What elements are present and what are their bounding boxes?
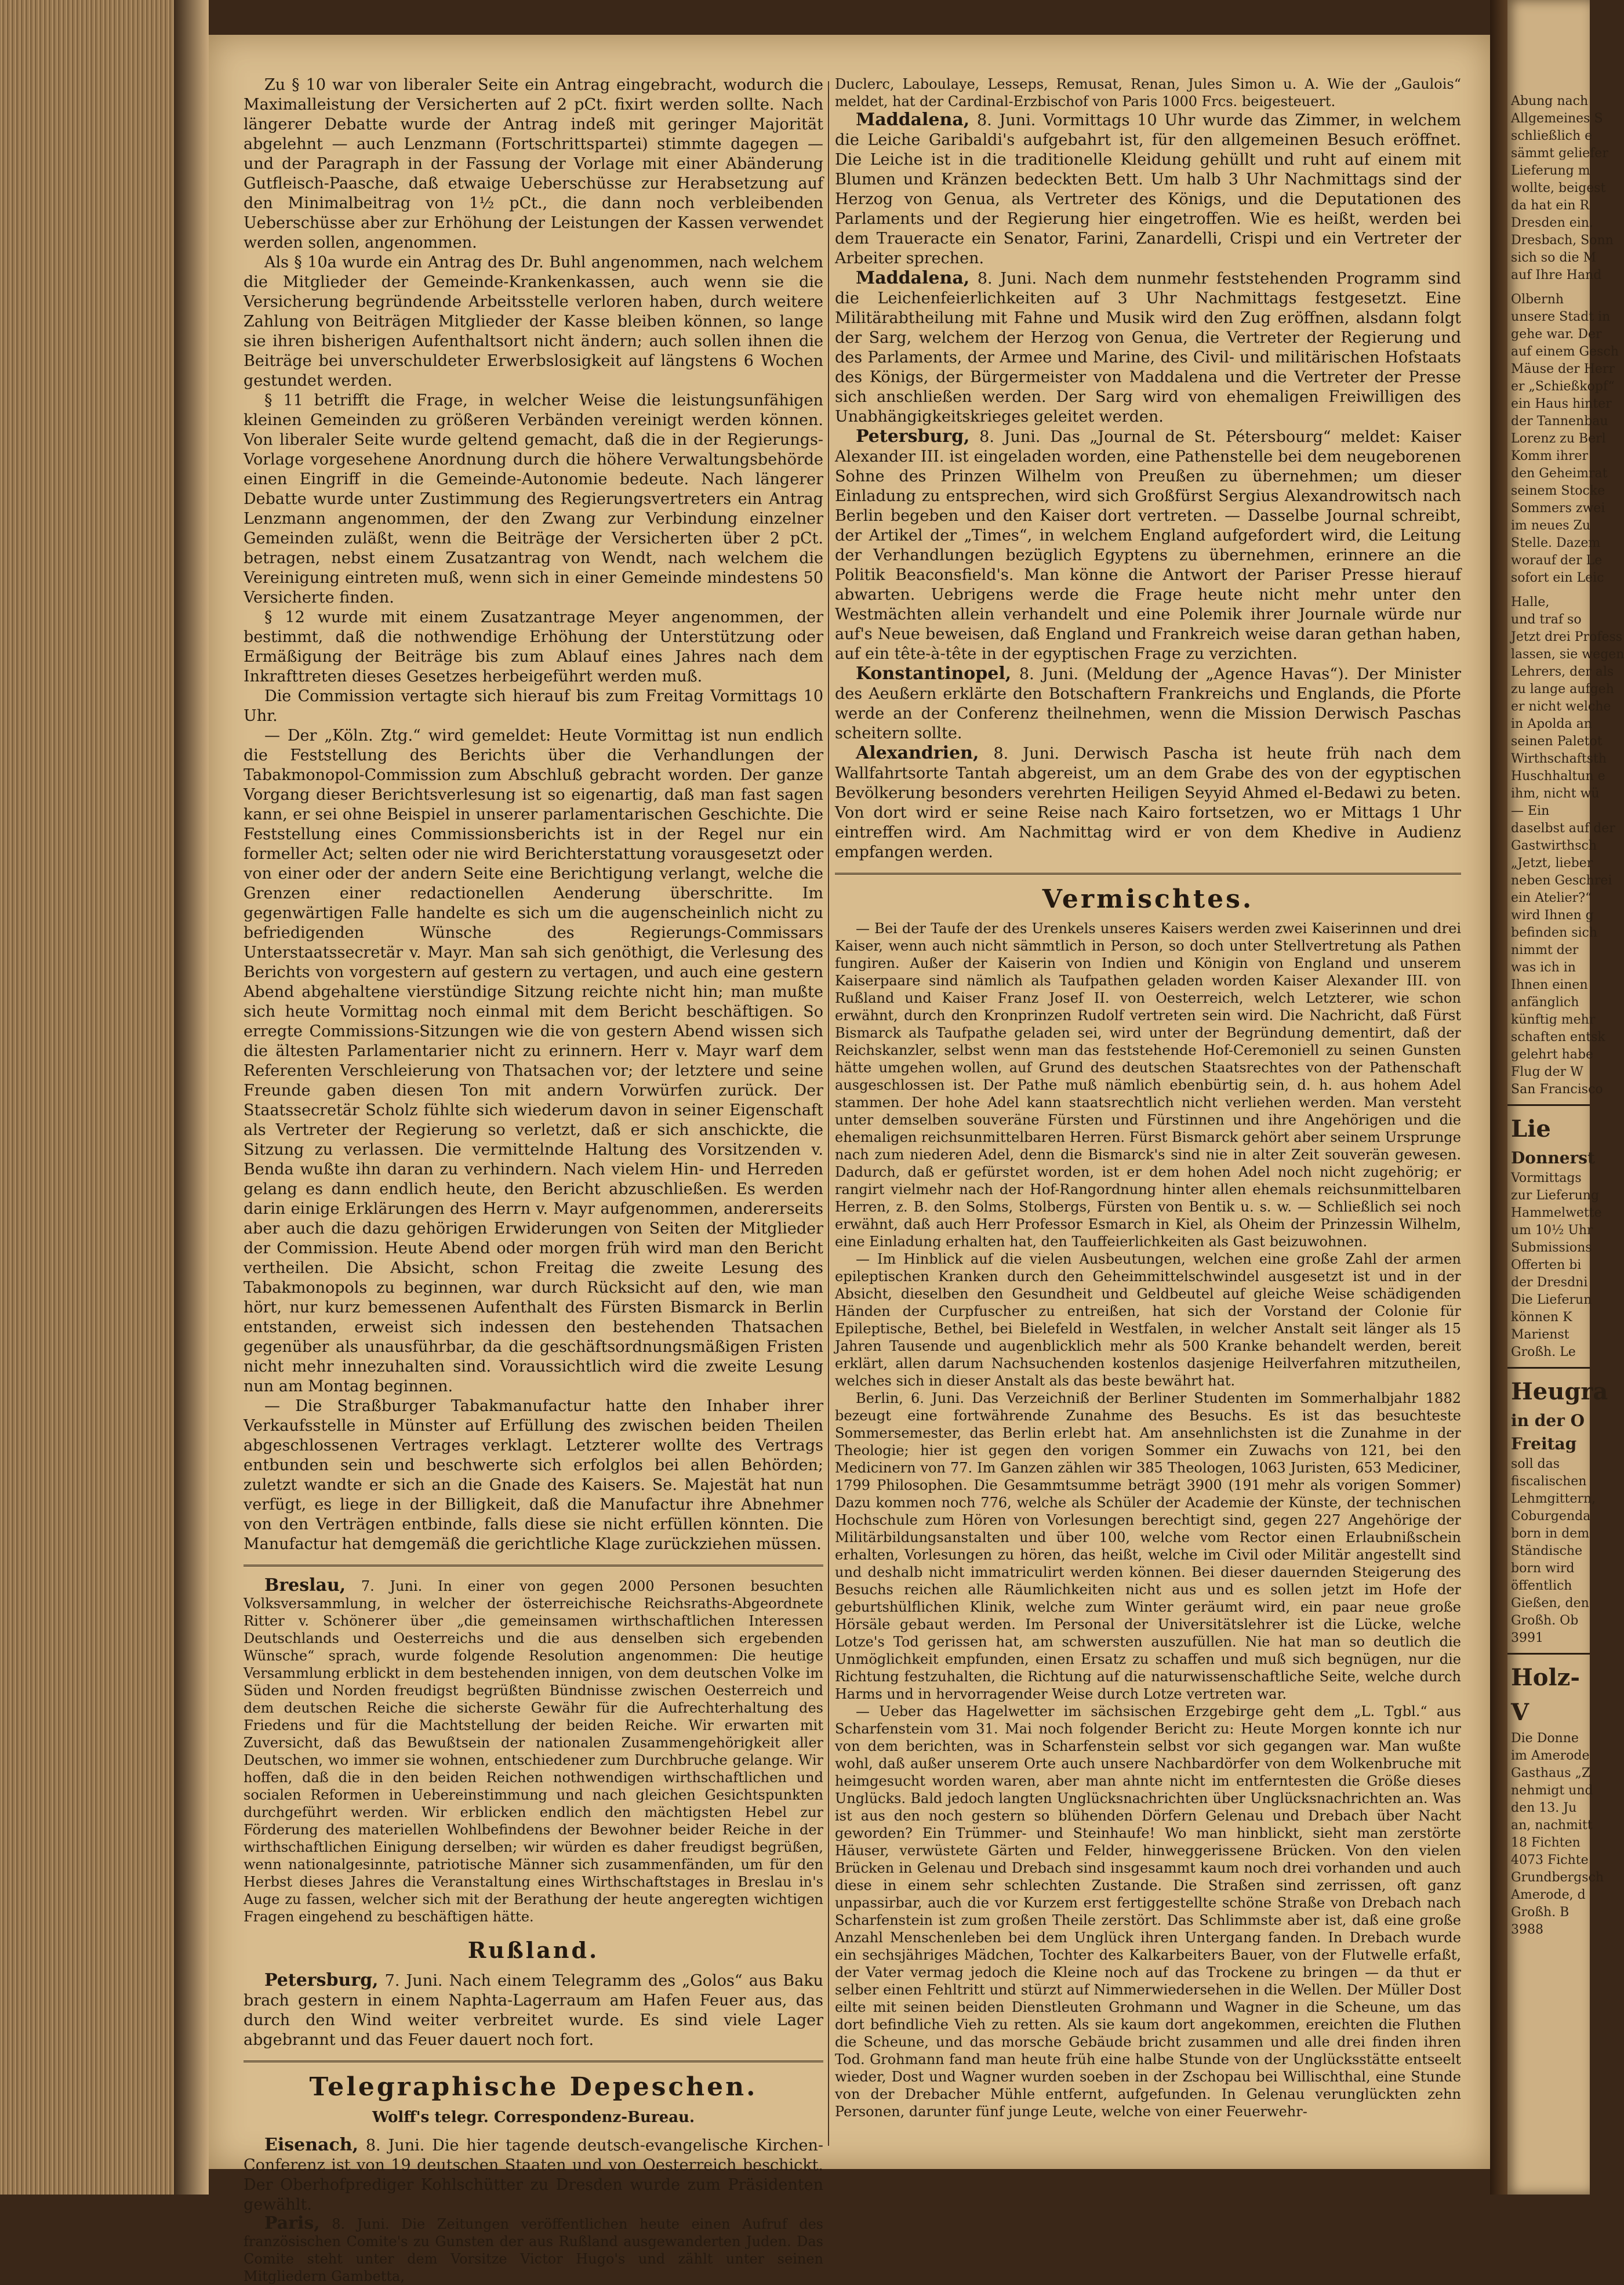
misc-paragraph: — Im Hinblick auf die vielen Ausbeutungen, welchen eine große Zahl der armen epileptischen Kranken durch den Geheimmittelschwindel ausgesetzt ist und in der Absicht, dieselben den Gesundheit und Geldbeutel auf gleiche Weise schädigenden Händen der Curpfuscher zu entreißen, hat sich der Vorstand der Colonie für Epileptische, Bethel, bei Bielefeld in Westfalen, in welcher Anstalt seit länger als 15 Jahren Tausende und augenblicklich mehr als 500 Kranke behandelt werden, bereit erklärt, allen darum Nachsuchenden kostenlos dasjenige Heilverfahren mitzutheilen, welches sich in dieser Anstalt als das beste bewährt hat.: [835, 1251, 1461, 1389]
adjacent-page-line: anfänglich: [1511, 995, 1579, 1010]
adjacent-page-line: 4073 Fichte: [1511, 1853, 1589, 1867]
adjacent-page-line: in Apolda an: [1511, 717, 1592, 731]
adjacent-page-line: den 13. Ju: [1511, 1801, 1577, 1815]
adjacent-page-line: im neues Zu: [1511, 518, 1591, 533]
paris-text: 8. Juni. Die Zeitungen veröffentlichen heute einen Aufruf des französischen Comite's zu Gunsten der aus Rußland ausgewanderten Juden. Das Comite steht unter dem Vorsitze Victor Hugo's und zählt unter seinen Mitgliedern Gambetta,: [244, 2216, 823, 2284]
adjacent-page-line: er „Schießkopf“: [1511, 379, 1615, 394]
adjacent-page-rule: [1507, 1653, 1590, 1655]
eisenach-text: 8. Juni. Die hier tagende deutsch-evangelische Kirchen-Conferenz ist von 19 deutschen Staaten und von Oesterreich beschickt. Der Oberhofprediger Kohlschütter zu Dresden wurde zum Präsidenten gewählt.: [244, 2137, 823, 2214]
adjacent-page-line: öffentlich: [1511, 1579, 1572, 1593]
adjacent-page-line: nimmt der: [1511, 943, 1579, 957]
adjacent-page-line: an, nachmitt: [1511, 1818, 1593, 1833]
adjacent-page-line: und traf so: [1511, 612, 1582, 627]
adjacent-page-line: gelehrt habe: [1511, 1047, 1594, 1062]
adjacent-page-rule: [1507, 1367, 1590, 1369]
petersburg-article: [835, 427, 1461, 664]
dateline-eisenach: Eisenach,: [264, 2135, 359, 2155]
dateline-paris: Paris,: [264, 2213, 320, 2233]
adjacent-page-subheading: Donnerst: [1511, 1148, 1595, 1167]
adjacent-page-line: im Amerode: [1511, 1749, 1590, 1763]
adjacent-page-line: Gasthaus „Z: [1511, 1766, 1591, 1780]
adjacent-page-line: der Dresdni: [1511, 1275, 1588, 1290]
adjacent-page-line: schließlich e: [1511, 129, 1593, 143]
adjacent-page-heading: Holz-V: [1511, 1664, 1580, 1726]
adjacent-page-line: Submissions: [1511, 1241, 1592, 1255]
adjacent-page-line: künftig mehr: [1511, 1013, 1596, 1027]
eisenach-article: [244, 2135, 823, 2215]
adjacent-page-line: daselbst auf der: [1511, 821, 1615, 836]
adjacent-page-line: San Francisco: [1511, 1082, 1603, 1097]
adjacent-page-line: sofort ein Leic: [1511, 571, 1604, 585]
article-paragraph: Die Commission vertagte sich hierauf bis zum Freitag Vormittags 10 Uhr.: [244, 687, 823, 725]
breslau-article: [244, 1577, 823, 1925]
adjacent-page-line: Allgemeines S: [1511, 111, 1603, 126]
adjacent-page-line: „Jetzt, lieber: [1511, 856, 1593, 871]
adjacent-page-line: Lehmgittern,: [1511, 1492, 1596, 1506]
right-column: [835, 75, 1461, 2120]
adjacent-page-heading: Heugra: [1511, 1378, 1608, 1405]
section-heading-telegraphische-depeschen: Telegraphische Depeschen.: [309, 2072, 758, 2102]
column-divider: [828, 81, 829, 2146]
separator-rule: [835, 873, 1461, 875]
adjacent-page-line: zur Lieferung: [1511, 1188, 1600, 1203]
adjacent-page-line: sämmt geliefer: [1511, 146, 1608, 161]
section-subheading-wolff: Wolff's telegr. Correspondenz-Bureau.: [372, 2109, 695, 2126]
adjacent-page-line: schaften entsk: [1511, 1030, 1605, 1044]
breslau-text: 7. Juni. In einer von gegen 2000 Personen besuchten Volksversammlung, in welcher der österreichische Reichsraths-Abgeordnete Ritter v. Schönerer über „die gemeinsamen wirthschaftlichen Interessen Deutschlands und Oesterreichs und die aus denselben sich ergebenden Wünsche“ sprach, wurde folgende Resolution angenommen: Die heutige Versammlung erblickt in dem bestehenden innigen, von dem deutschen Volke im Süden und Norden freudigst begrüßten Bündnisse zwischen Oesterreich und dem deutschen Reiche die sicherste Gewähr für die Aufrechterhaltung des Friedens und für die Machtstellung der beiden Reiche. Wir erwarten mit Zuversicht, daß das Bewußtsein der nationalen Zusammengehörigkeit aller Deutschen, wo immer sie wohnen, entschiedener zum Durchbruche gelange. Wir hoffen, daß die in den beiden Reichen nothwendigen wirthschaftlichen und socialen Reformen in Uebereinstimmung und nach gleichen Gesichtspunkten durchgeführt werden. Wir erblicken endlich den mächtigsten Hebel zur Förderung des materiellen Wohlbefindens der Bewohner beider Reiche in der wirthschaftlichen Einigung derselben; wir würden es daher freudigst begrüßen, wenn nationalgesinnte, patriotische Männer sich zusammenfänden, um für den Herbst dieses Jahres die Veranstaltung eines Wirthschaftstages in Breslau in's Auge zu fassen, welcher sich mit der Berathung der heute angeregten wichtigen Fragen eingehend zu beschäftigen hätte.: [244, 1578, 823, 1925]
adjacent-page-lines-h: [1507, 1730, 1604, 1939]
adjacent-page-line: born wird: [1511, 1561, 1575, 1576]
adjacent-page-line: Lehrers, der als: [1511, 665, 1614, 679]
book-spine: [1490, 0, 1507, 2195]
adjacent-page-line: Stelle. Dazem: [1511, 536, 1601, 550]
maddalena-article: [835, 269, 1461, 427]
adjacent-page-line: 18 Fichten: [1511, 1836, 1581, 1850]
konstantinopel-text: 8. Juni. (Meldung der „Agence Havas“). Der Minister des Aeußern erklärte den Botschaftern Frankreichs und Englands, die Pforte werde an der Conferenz theilnehmen, wenn die Mission Derwisch Paschas scheitern sollte.: [835, 665, 1461, 742]
dateline-maddalena: Maddalena,: [856, 268, 970, 288]
adjacent-page-lines-low: [1507, 594, 1624, 1029]
adjacent-page-line: Gastwirthsch: [1511, 839, 1597, 853]
adjacent-page-line: unsere Stadt in: [1511, 310, 1611, 324]
adjacent-page-line: Offerten bi: [1511, 1258, 1582, 1272]
dateline-konstantinopel: Konstantinopel,: [856, 663, 1012, 684]
adjacent-page-line: Flug der W: [1511, 1065, 1583, 1079]
misc-paragraph: Berlin, 6. Juni. Das Verzeichniß der Berliner Studenten im Sommerhalbjahr 1882 bezeugt eine fortwährende Zunahme des Besuchs. Es ist das besuchteste Sommersemester, das Berlin erlebt hat. Am ansehnlichsten ist die Zunahme in der Theologie; hier ist gegen den vorigen Sommer ein Zuwachs von 121, bei den Medicinern von 77. Im Ganzen zählen wir 385 Theologen, 1063 Juristen, 653 Mediciner, 1799 Philosophen. Die Gesammtsumme beträgt 3900 (191 mehr als vorigen Sommer) Dazu kommen noch 776, welche als Schüler der Academie der Künste, der technischen Hochschule zum Hören von Vorlesungen berechtigt sind, gegen 227 Angehörige der Militärbildungsanstalten und über 100, welche vom Rector einen Erlaubnißschein erhalten, Vorlesungen zu hören, das heißt, welche im Civil oder Militär angestellt sind und deshalb nicht immatriculirt werden können. Bei dieser dauernden Steigerung des Besuchs reichen alle Räumlichkeiten nicht aus und es sollen jetzt im Hofe der geburtshülflichen Klinik, welche zum Winter geräumt wird, ein paar neue große Hörsäle gebaut werden. Im Personal der Universitätslehrer ist die Lücke, welche Lotze's Tod gerissen hat, am schwersten auszufüllen. Nie hat man so deutlich die Unmöglichkeit empfunden, einen Ersatz zu schaffen und muß sich begnügen, nur die Richtung festzuhalten, die Richtung auf die naturwissenschaftliche Seite, welche durch Harms und in hervorragender Weise durch Lotze vertreten war.: [835, 1390, 1461, 1702]
petersburg-text: 7. Juni. Nach einem Telegramm des „Golos“ aus Baku brach gestern in einem Naphta-Lagerraum am Hafen Feuer aus, das durch den Wind weiter verbreitet wurde. Es sind viele Lager abgebrannt und das Feuer dauert noch fort.: [244, 1972, 823, 2049]
adjacent-page-line: Abung nach: [1511, 94, 1589, 108]
adjacent-page-line: Olbernh: [1511, 292, 1564, 307]
article-paragraph: § 12 wurde mit einem Zusatzantrage Meyer angenommen, der bestimmt, daß die nothwendige Erhöhung der Unterstützung oder Ermäßigung der Beiträge bis zum Ablauf eines Jahres nach dem Inkrafttreten dieses Gesetzes herbeigeführt werden muß.: [244, 608, 823, 686]
adjacent-page-line: Ihnen einen: [1511, 978, 1588, 992]
adjacent-page-line: der Tannenbau: [1511, 414, 1608, 429]
adjacent-page-line: Amerode, d: [1511, 1888, 1586, 1902]
adjacent-page-line: sich so die M: [1511, 251, 1596, 265]
adjacent-page-line: Sommers zwei: [1511, 501, 1605, 516]
adjacent-page-line: seinen Paletot: [1511, 734, 1603, 749]
adjacent-page-line: um 10½ Uhr: [1511, 1223, 1593, 1238]
adjacent-page-line: Halle,: [1511, 595, 1550, 610]
article-paragraph: § 11 betrifft die Frage, in welcher Weise die leistungsunfähigen kleinen Gemeinden zu größeren Verbänden vereinigt werden können. Von liberaler Seite wurde geltend gemacht, daß die in der Regierungs-Vorlage vorgesehene Anordnung durch die höhere Verwaltungsbehörde einen Eingriff in die Gemeinde-Autonomie bedeute. Nach längerer Debatte wurde unter Zustimmung des Regierungsvertreters ein Antrag Lenzmann angenommen, der den Zwang zur Verbindung einzelner Gemeinden zuläßt, wenn die Beiträge der Versicherten über 2 pCt. betragen, nebst einem Zusatzantrag von Wendt, nach welchem die Vereinigung eintreten muß, wenn sich in einer Gemeinde mindestens 50 Versicherte finden.: [244, 391, 823, 607]
petersburg-article: [244, 1971, 823, 2050]
adjacent-page-line: Ständische: [1511, 1544, 1583, 1558]
left-column: [244, 75, 823, 2285]
adjacent-page-line: 3991: [1511, 1631, 1543, 1645]
paris-article: [244, 2215, 823, 2285]
dateline-maddalena: Maddalena,: [856, 110, 970, 130]
adjacent-page-line: nehmigt und: [1511, 1783, 1593, 1798]
adjacent-page-line: ein Haus hinter: [1511, 397, 1612, 411]
adjacent-page-line: auf Ihre Hand: [1511, 268, 1602, 282]
adjacent-page-line: können K: [1511, 1310, 1572, 1325]
adjacent-page-lines-tail: [1507, 1029, 1605, 1098]
alexandrien-article: [835, 743, 1461, 862]
adjacent-page-line: Marienst: [1511, 1328, 1569, 1342]
adjacent-page-line: ihm, nicht wü: [1511, 786, 1600, 801]
separator-rule: [244, 1565, 823, 1566]
adjacent-page-line: Gießen, den: [1511, 1596, 1589, 1611]
adjacent-page-line: lassen, sie wegen: [1511, 647, 1624, 662]
adjacent-page-line: Die Lieferun: [1511, 1293, 1592, 1307]
adjacent-page-line: Vormittags: [1511, 1171, 1582, 1185]
separator-rule: [244, 2061, 823, 2062]
maddalena-text: 8. Juni. Nach dem nunmehr feststehenden Programm sind die Leichenfeierlichkeiten auf 3 Uhr Nachmittags festgesetzt. Eine Militärabtheilung mit Fahne und Musik wird den Zug eröffnen, alsdann folgt der Sarg, welchem der Herzog von Genua, die Vertreter der Regierung und des Parlaments, der Armee und Marine, des Civil- und militärischen Hofstaats des Königs, der Bürgermeister von Maddalena und die Vertreter der Presse sich anschließen werden. Der Sarg wird von ehemaligen Freiwilligen des Unabhängigkeitskrieges geleitet werden.: [835, 270, 1461, 426]
adjacent-page-line: Mäuse der Herr: [1511, 362, 1615, 376]
adjacent-page-line: Dresbach, Sonn: [1511, 233, 1614, 248]
adjacent-page-line: Wirthschaftsth: [1511, 752, 1607, 766]
adjacent-page-line: neben Geschrei: [1511, 873, 1612, 888]
adjacent-page-line: Großh. B: [1511, 1905, 1569, 1920]
misc-paragraph: — Bei der Taufe der des Urenkels unseres Kaisers werden zwei Kaiserinnen und drei Kaiser, wenn auch nicht sämmtlich in Person, so doch unter Stellvertretung als Pathen fungiren. Außer der Kaiserin von Indien und Königin von England und unserem Kaiserpaare sind nämlich als Taufpathen geladen worden Kaiser Alexander III. von Rußland und Kaiser Franz Josef II. von Oesterreich, welch Letzterer, wie schon erwähnt, durch den Kronprinzen Rudolf vertreten sein wird. Die Nachricht, daß Fürst Bismarck als Taufpathe geladen sei, wird unter der Begründung dementirt, daß der Reichskanzler, selbst wenn man das feststehende Hof-Ceremoniell zu seinen Gunsten hätte umgehen wollen, auf Grund des deutschen Staatsrechtes von der Pathenschaft ausgeschlossen ist. Der Pathe muß nämlich ebenbürtig sein, d. h. aus hohem Adel stammen. Der hohe Adel kann staatsrechtlich nicht verliehen werden. Man versteht unter demselben souveräne Fürsten und Fürstinnen und ihre Angehörigen und die ehemaligen reichsunmittelbaren Herren. Fürst Bismarck gehört aber seinem Ursprunge nach zum niederen Adel, denn die Bismarck's sind nie in alter Zeit souverän gewesen. Dadurch, daß er gefürstet worden, ist er dem hohen Adel noch nicht zugehörig; er rangirt vielmehr nach der Hof-Rangordnung hinter allen ehemals reichsunmittelbaren Herren, z. B. den Solms, Stolbergs, Fürsten von Bentik u. s. w. — Schließlich sei noch erwähnt, daß auch Herr Professor Esmarch in Kiel, als Oheim der Prinzessin Wilhelm, eine Einladung erhalten hat, den Tauffeierlichkeiten als Gast beizuwohnen.: [835, 920, 1461, 1250]
adjacent-page-line: soll das: [1511, 1457, 1560, 1471]
adjacent-page-line: Komm ihrer: [1511, 449, 1589, 463]
adjacent-page-subheading: Freitag: [1511, 1434, 1577, 1453]
adjacent-page-line: gehe war. Der: [1511, 327, 1602, 342]
adjacent-page-line: Lorenz zu Berl: [1511, 431, 1606, 446]
adjacent-page-line: 3988: [1511, 1923, 1543, 1937]
article-paragraph: Zu § 10 war von liberaler Seite ein Antrag eingebracht, wodurch die Maximalleistung der Versicherten auf 2 pCt. fixirt werden sollte. Nach längerer Debatte wurde der Antrag indeß mit geringer Majorität abgelehnt — auch Lenzmann (Fortschrittspartei) stimmte dagegen — und der Paragraph in der Fassung der Vorlage mit einer Abänderung Gutfleisch-Paasche, daß etwaige Ueberschüsse zur Herabsetzung auf den Minimalbeitrag von 1½ pCt., die dann noch verbleibenden Ueberschüsse aber zur Erhöhung der Leistungen der Kassen verwendet werden sollen, angenommen.: [244, 76, 823, 252]
article-paragraph: — Die Straßburger Tabakmanufactur hatte den Inhaber ihrer Verkaufsstelle in Münster auf Erfüllung des zwischen beiden Theilen abgeschlossenen Vertrages verklagt. Letzterer wollte des Vertrags entbunden sein und beschwerte sich erfolglos bei allen Behörden; zuletzt wandte er sich an die Gnade des Kaisers. Se. Majestät hat nun verfügt, es liege in der Billigkeit, daß die Manufactur ihre Abnehmer von den Verträgen entbinde, falls diese sie nicht erfüllen könnten. Die Manufactur hat demgemäß die gerichtliche Klage zurückziehen müssen.: [244, 1397, 823, 1553]
adjacent-page-line: wird Ihnen g: [1511, 908, 1594, 923]
book-gutter-shadow: [174, 0, 209, 2195]
adjacent-page-line: Coburgenda: [1511, 1509, 1591, 1524]
adjacent-page-line: was ich in: [1511, 960, 1576, 975]
adjacent-page-line: den Geheimrat: [1511, 466, 1608, 481]
adjacent-page-line: befinden sich: [1511, 926, 1598, 940]
adjacent-page-heading: Lie: [1511, 1115, 1551, 1142]
adjacent-page-lines-top: [1507, 93, 1614, 284]
dateline-breslau: Breslau,: [264, 1575, 346, 1595]
adjacent-page-line: ein Atelier?“: [1511, 891, 1592, 905]
section-heading-russland: Rußland.: [467, 1937, 600, 1963]
adjacent-page-line: worauf der Le: [1511, 553, 1603, 568]
adjacent-page-lines-f: [1507, 1456, 1596, 1647]
adjacent-page-line: Jetzt drei Profess: [1511, 630, 1623, 644]
adjacent-page-lines-d: [1507, 1170, 1602, 1361]
adjacent-page-line: auf einem Gesch: [1511, 344, 1619, 359]
adjacent-page-subheading: in der O: [1511, 1411, 1585, 1430]
maddalena-article: [835, 110, 1461, 269]
dateline-petersburg: Petersburg,: [264, 1970, 379, 1990]
adjacent-page-line: Grundbergsch: [1511, 1870, 1604, 1885]
dateline-petersburg: Petersburg,: [856, 426, 970, 447]
alexandrien-text: 8. Juni. Derwisch Pascha ist heute früh nach dem Wallfahrtsorte Tantah abgereist, um an dem Grabe des von der egyptischen Bevölkerung besonders verehrten Heiligen Seyyid Ahmed el-Bedawi zu beten. Von dort wird er seine Reise nach Kairo fortsetzen, wo er Mittags 1 Uhr eintreffen wird. Am Nachmittag wird er von dem Khedive in Audienz empfangen werden.: [835, 745, 1461, 861]
adjacent-page-line: — Ein: [1511, 804, 1550, 818]
adjacent-page-line: fiscalischen: [1511, 1474, 1587, 1489]
petersburg-text: 8. Juni. Das „Journal de St. Pétersbourg“ meldet: Kaiser Alexander III. ist eingeladen worden, eine Pathenstelle bei dem neugeborenen Sohne des Prinzen Wilhelm von Preußen zu übernehmen; um dieser Einladung zu entsprechen, wird sich Großfürst Sergius Alexandrowitsch nach Berlin begeben und den Kaiser dort vertreten. — Dasselbe Journal schreibt, der Artikel der „Times“, in welchem England aufgefordert wird, die Leitung der Verhandlungen bezüglich Egyptens zu übernehmen, erinnere an die Politik Beaconsfield's. Man könne die Antwort der Pariser Presse hierauf abwarten. Uebrigens werde die Frage heute nicht mehr unter den Westmächten allein verhandelt und eine Polemik ihrer Journale würde nur auf's Neue beweisen, daß England und Frankreich weise daran gethan haben, auf ein tête-à-tête in der egyptischen Frage zu verzichten.: [835, 428, 1461, 663]
adjacent-page-rule: [1507, 1104, 1590, 1106]
article-paragraph: — Der „Köln. Ztg.“ wird gemeldet: Heute Vormittag ist nun endlich die Feststellung des Berichts über die Verhandlungen der Tabakmonopol-Commission zum Abschluß gebracht worden. Der ganze Vorgang dieser Berichtsverlesung ist so eigenartig, daß man fast sagen kann, er sei ohne Beispiel in unserer parlamentarischen Geschichte. Die Feststellung eines Commissionsberichts ist in der Regel nur ein formeller Act; selten oder nie wird Berichterstattung vorausgesetzt oder von einer oder der andern Seite eine Berichtigung verlangt, welche die Grenzen einer redactionellen Aenderung überschritte. Im gegenwärtigen Falle handelte es sich um die augenscheinlich nicht zu befriedigenden Wünsche des Regierungs-Commissars Unterstaatssecretär v. Mayr. Man sah sich genöthigt, die Verlesung des Berichts von vorgestern auf gestern zu vertagen, und auch eine gestern Abend abgehaltene vierstündige Sitzung reichte nicht hin; man mußte sich heute Vormittag noch einmal mit dem Bericht beschäftigen. So erregte Commissions-Sitzungen wie die von gestern Abend wissen sich die ältesten Parlamentarier nicht zu erinnern. Herr v. Mayr warf dem Referenten Verschleierung von Thatsachen vor; der letztere und seine Freunde gaben diesen Ton mit andern Vorwürfen zurück. Der Staatssecretär Scholz fühlte sich wiederum davon in seiner Eigenschaft als Vertreter der Regierung so verletzt, daß er sich anschickte, die Sitzung zu verlassen. Die vermittelnde Haltung des Vorsitzenden v. Benda wußte ihn daran zu verhindern. Nach vielem Hin- und Herreden gelang es dann endlich heute, den Bericht abzuschließen. Es werden darin einige Erklärungen des Herrn v. Mayr aufgenommen, andererseits aber auch die dazu gehörigen Erwiderungen von Seiten der Mitglieder der Commission. Heute Abend oder morgen früh wird man den Bericht vertheilen. Die Absicht, schon Freitag die zweite Lesung des Tabakmonopols zu beginnen, war durch Rücksicht auf den, wie man hört, nur kurz bemessenen Aufenthalt des Fürsten Bismarck in Berlin entstanden, erweist sich indessen den bestehenden Thatsachen gegenüber als unausführbar, da die geschäftsordnungsmäßigen Fristen nicht mehr innezuhalten sind. Voraussichtlich wird die zweite Lesung nun am Montag beginnen.: [244, 727, 823, 1395]
adjacent-page-line: er nicht welche: [1511, 699, 1611, 714]
adjacent-page-line: Großh. Le: [1511, 1345, 1576, 1359]
adjacent-page-line: wollte, beigest: [1511, 181, 1606, 195]
adjacent-page-line: Hammelwette: [1511, 1206, 1602, 1220]
adjacent-page-line: seinem Stocke: [1511, 484, 1605, 498]
book-page-edges: [0, 0, 174, 2195]
adjacent-page-line: Huschhaltun e: [1511, 769, 1605, 784]
adjacent-page-line: Lieferung m: [1511, 164, 1590, 178]
maddalena-text: 8. Juni. Vormittags 10 Uhr wurde das Zimmer, in welchem die Leiche Garibaldi's aufgebahrt ist, für den allgemeinen Besuch eröffnet. Die Leiche ist in die traditionelle Kleidung gehüllt und ruht auf einem mit Blumen und Kränzen bedeckten Bett. Um halb 3 Uhr Nachmittags sind der Herzog von Genua, als Vertreter des Königs, und die Deputationen des Parlaments und der Regierung hier eingetroffen. Wie es heißt, werden bei dem Traueracte ein Senator, Farini, Zanardelli, Crispi und ein Vertreter der Arbeiter sprechen.: [835, 111, 1461, 267]
dateline-alexandrien: Alexandrien,: [856, 743, 979, 763]
adjacent-page-line: zu lange aufgeh: [1511, 682, 1614, 697]
section-heading-vermischtes: Vermischtes.: [1042, 884, 1254, 914]
adjacent-page-lines-mid: [1507, 291, 1619, 587]
paris-continuation: Duclerc, Laboulaye, Lesseps, Remusat, Renan, Jules Simon u. A. Wie der „Gaulois“ meldet, hat der Cardinal-Erzbischof von Paris 1000 Frcs. beigesteuert.: [835, 76, 1461, 110]
adjacent-page-line: Die Donne: [1511, 1731, 1579, 1746]
adjacent-page-line: da hat ein R: [1511, 198, 1590, 213]
adjacent-page-line: born in dem: [1511, 1526, 1590, 1541]
article-paragraph: Als § 10a wurde ein Antrag des Dr. Buhl angenommen, nach welchem die Mitglieder der Gemeinde-Krankenkassen, auch wenn sie die Versicherung begründende Arbeitsstelle verloren haben, durch weitere Zahlung von Beiträgen Mitglieder der Kasse bleiben können, so lange sie ihren bisherigen Aufenthaltsort nicht ändern; auch sollen ihnen die Beiträge bei unverschuldeter Erwerbslosigkeit auf längstens 6 Wochen gestundet werden.: [244, 253, 823, 390]
adjacent-page-line: Dresden ein.: [1511, 216, 1593, 230]
konstantinopel-article: [835, 664, 1461, 743]
misc-paragraph: — Ueber das Hagelwetter im sächsischen Erzgebirge geht dem „L. Tgbl.“ aus Scharfenstein vom 31. Mai noch folgender Bericht zu: Heute Morgen konnte ich nur von dem berichten, was in Scharfenstein selbst vor sich gegangen war. Man wußte wohl, daß außer unserem Orte auch unsere Nachbardörfer von dem Wolkenbruche mit heimgesucht worden waren, aber man ahnte nicht im entferntesten die Größe dieses Unglücks. Bald jedoch langten Unglücksnachrichten über Unglücksnachrichten an. Was ist aus den noch gestern so blühenden Dörfern Gelenau und Drebach über Nacht geworden? Ein Trümmer- und Steinhaufe! Wo man hinblickt, sieht man zerstörte Häuser, verwüstete Gärten und Felder, hinweggerissene Brücken. Von den vielen Brücken in Gelenau und Drebach sind insgesammt kaum noch drei vorhanden und auch diese in einem sehr schlechten Zustande. Die Straßen sind zerrissen, oft ganz unpassirbar, auch die vor Kurzem erst fertiggestellte schöne Straße von Drebach nach Scharfenstein ist zum großen Theile zerstört. Das Schlimmste aber ist, daß eine große Anzahl Menschenleben bei dem Unglück ihren Untergang fanden. In Drebach wurde ein sechsjähriges Mädchen, Tochter des Kalkarbeiters Bauer, von der Flutwelle erfaßt, der Vater vermag jedoch die Kleine noch auf das Trockene zu bringen — da thut er selber einen Fehltritt und stürzt auf Nimmerwiedersehen in die Wellen. Der Müller Dost eilte mit seinen beiden Dienstleuten Grohmann und Wagner in die Scheune, um das dort befindliche Vieh zu retten. Als sie kaum dort angekommen, ereichten die Fluthen die Scheune, und das morsche Gebäude bricht zusammen und alle drei finden ihren Tod. Grohmann fand man heute früh eine halbe Stunde von der Unglücksstätte entseelt wieder, Dost und Wagner wurden soeben in der Zschopau bei Willischthal, eine Stunde von der Drebacher Mühle entfernt, aufgefunden. In Gelenau verunglückten zehn Personen, darunter fünf junge Leute, welche von einer Feuerwehr-: [835, 1703, 1461, 2120]
adjacent-page-strip: [1507, 0, 1624, 2195]
adjacent-page-line: Großh. Ob: [1511, 1613, 1579, 1628]
